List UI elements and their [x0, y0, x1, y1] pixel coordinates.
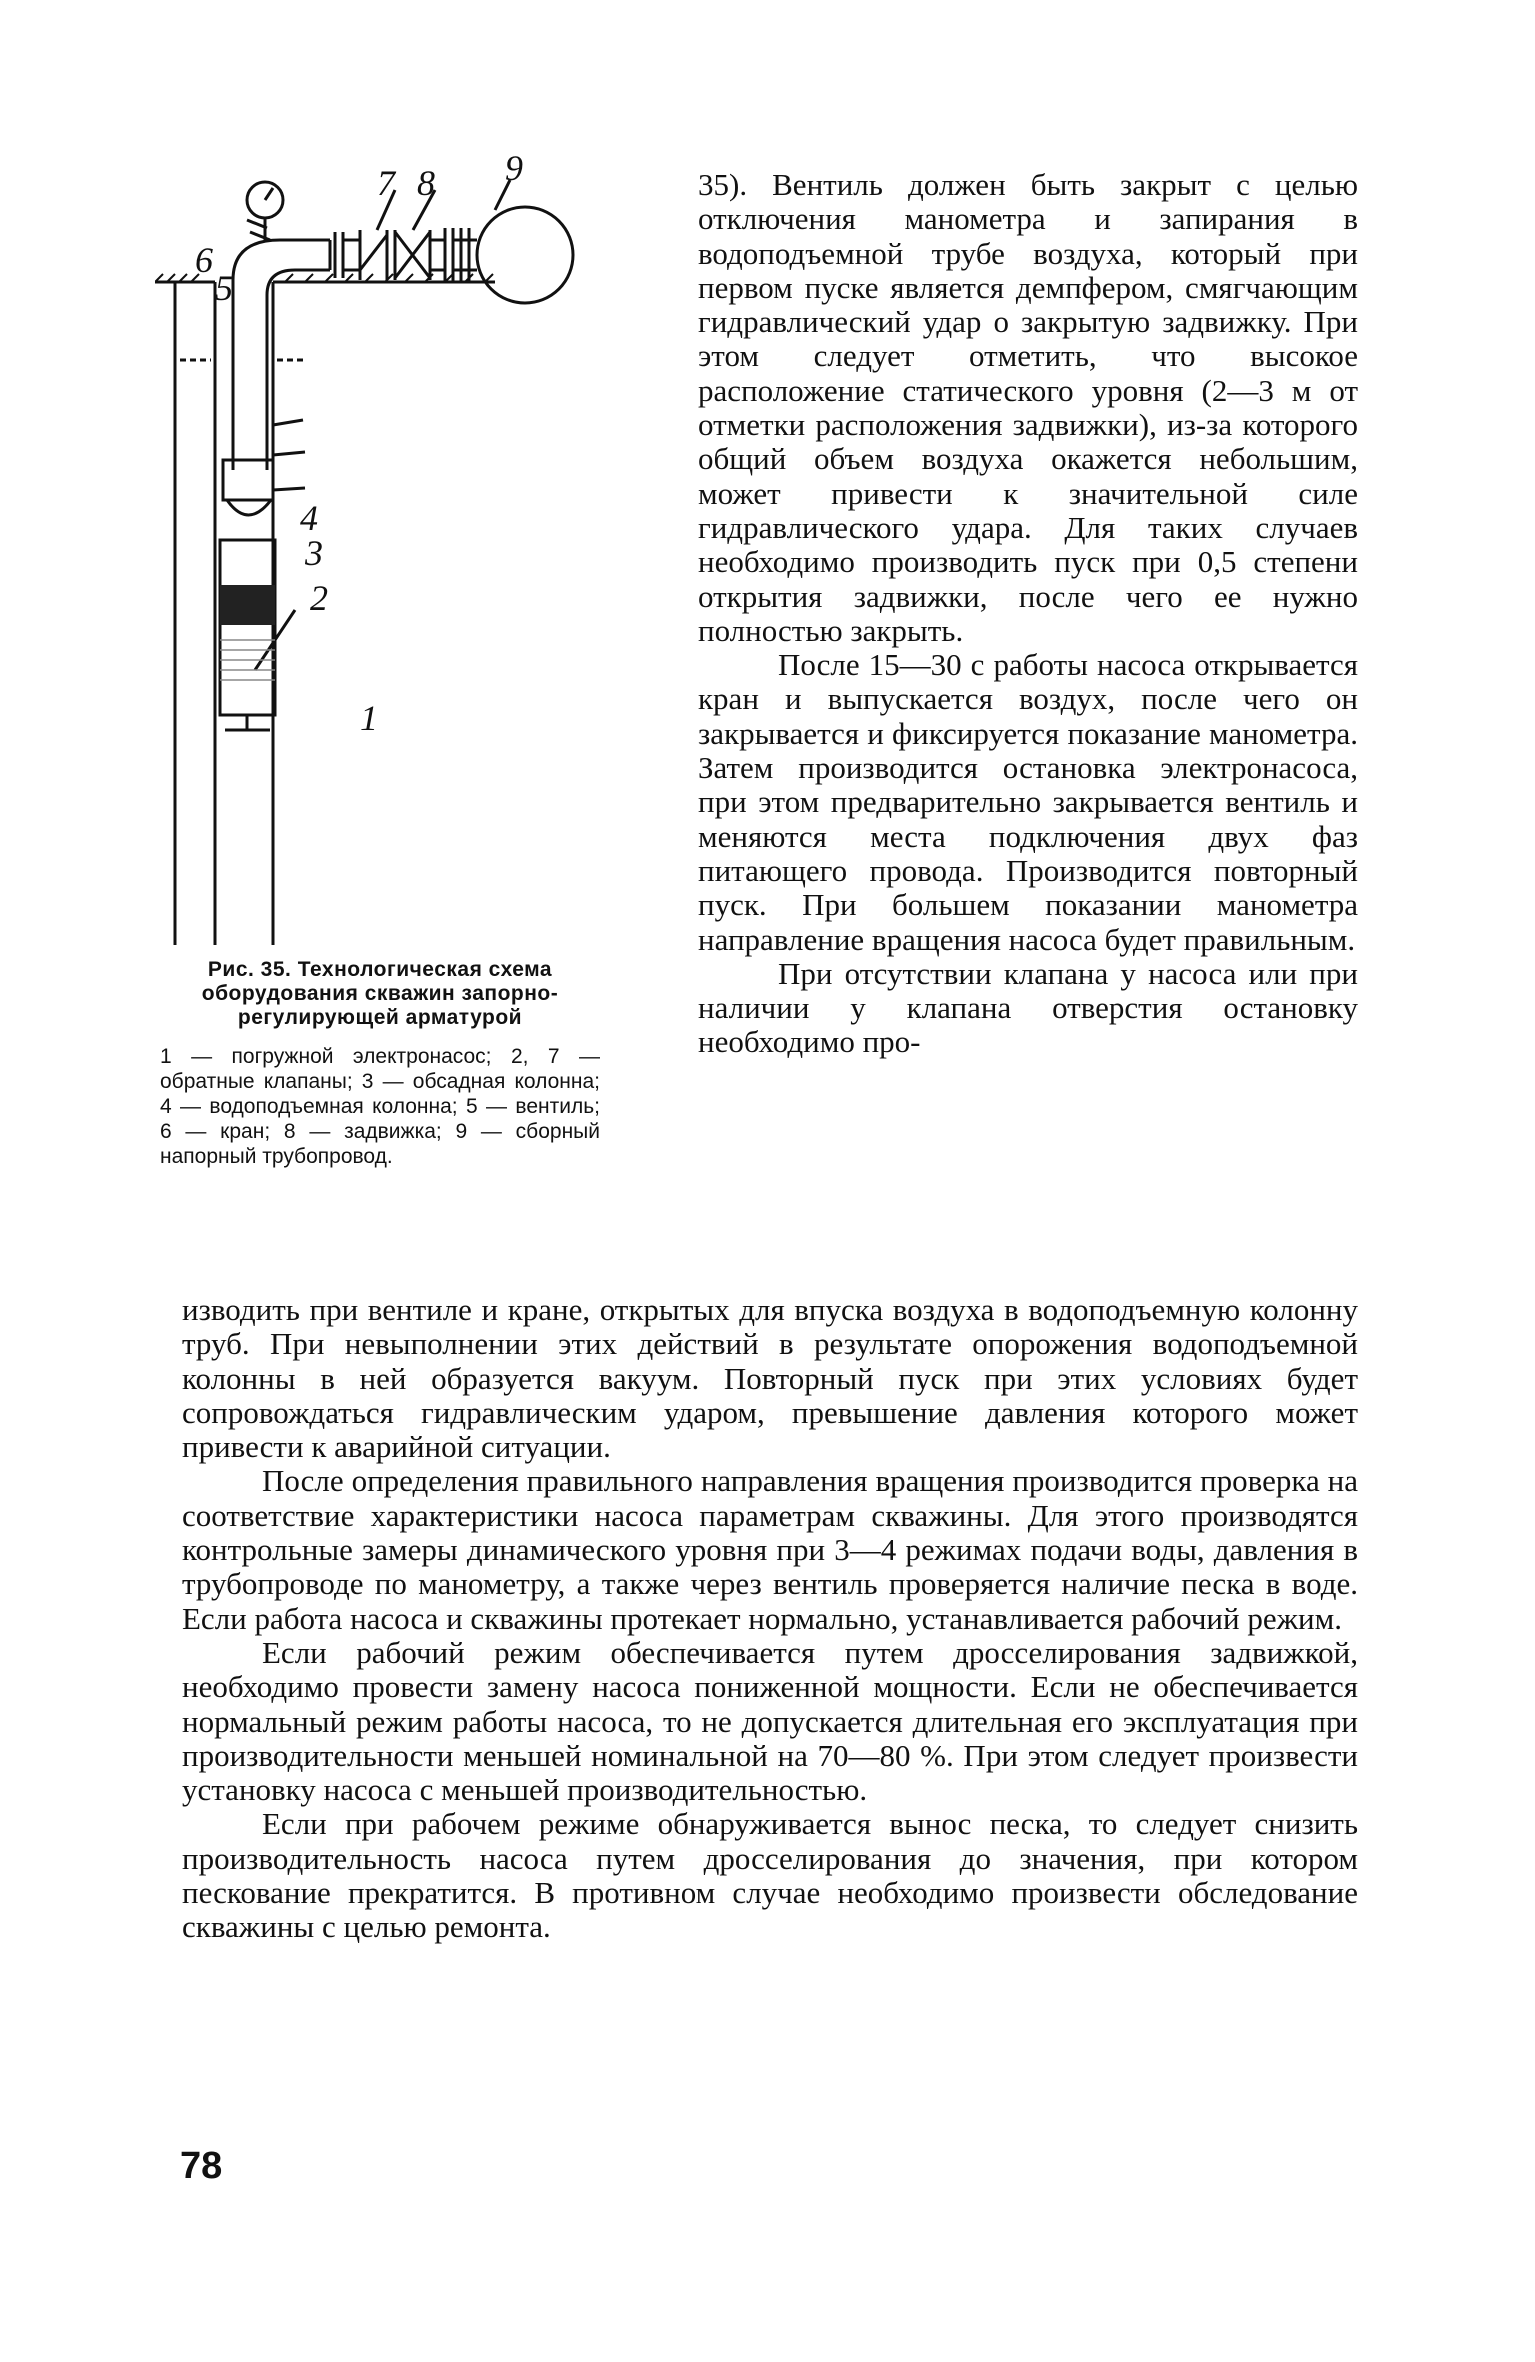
page-number: 78	[180, 2145, 223, 2187]
caption-legend: 1 — погружной электронасос; 2, 7 — обратные клапаны; 3 — обсадная колонна; 4 — водоподъемная колонна; 5 — вентиль; 6 — кран; 8 — задвижка; 9 — сборный напорный трубопровод.	[160, 1045, 600, 1168]
paragraph-2: После 15—30 с работы насоса открывается кран и выпускается воздух, после чего он закрывается и фиксируется показание манометра. Затем производится остановка электронасоса, при этом предварительно закрывается вентиль и меняются места подключения двух фаз питающего провода. Производится повторный пуск. При большем показании манометра направление вращения насоса будет правильным.	[698, 647, 1358, 957]
paragraph-5: Если рабочий режим обеспечивается путем дросселирования задвижкой, необходимо провести замену насоса пониженной мощности. Если не обеспечивается нормальный режим работы насоса, то не допускается длительная его эксплуатация при производительности меньшей номинальной на 70—80 %. При этом следует произвести установку насоса с меньшей производительностью.	[182, 1634, 1358, 1808]
figure-label-9: 9	[505, 148, 523, 188]
paragraph-3-end: изводить при вентиле и кране, открытых для впуска воздуха в водоподъемную колонну труб. При невыполнении этих действий в результате опорожения водоподъемной колонны в ней образуется вакуум. Повторный пуск при этих условиях будет сопровождаться гидравлическим ударом, превышение давления которого может привести к аварийной ситуации.	[182, 1292, 1358, 1465]
figure-label-5: 5	[215, 268, 233, 308]
figure-caption	[160, 958, 600, 1169]
motor-seal-band	[220, 585, 275, 625]
full-width-text	[182, 1293, 1358, 1945]
right-column-text	[698, 168, 1358, 1060]
caption-title: Рис. 35. Технологическая схема оборудования скважин запорно-регулирующей арматурой	[201, 958, 559, 1029]
figure-label-4: 4	[300, 498, 318, 538]
paragraph-3-start: При отсутствии клапана у насоса или при наличии у клапана отверстия остановку необходимо про-	[698, 955, 1358, 1060]
submersible-pump	[220, 540, 275, 715]
figure-label-2: 2	[310, 578, 328, 618]
figure-label-3: 3	[305, 533, 323, 573]
figure-label-1: 1	[360, 698, 378, 738]
riser-outer-left	[233, 240, 330, 470]
figure-label-6: 6	[195, 240, 213, 280]
figure-35-diagram	[155, 148, 595, 945]
figure-label-7: 7	[377, 163, 395, 203]
paragraph-1: 35). Вентиль должен быть закрыт с целью отключения манометра и запирания в водоподъемной трубе воздуха, который при первом пуске является демпфером, смягчающим гидравлический удар о закрытую задвижку. При этом следует отметить, что высокое расположение статического уровня (2—3 м от отметки расположения задвижки), из-за которого общий объем воздуха окажется небольшим, может привести к значительной силе гидравлического удара. Для таких случаев необходимо производить пуск при 0,5 степени открытия задвижки, после чего ее нужно полностью закрыть.	[698, 167, 1358, 648]
paragraph-6: Если при рабочем режиме обнаруживается вынос песка, то следует снизить производительность насоса путем дросселирования до значения, при котором пескование прекратится. В противном случае необходимо произвести обследование скважины с целью ремонта.	[182, 1806, 1358, 1945]
collector-pipe	[477, 207, 573, 303]
figure-label-8: 8	[417, 163, 435, 203]
riser-inner	[267, 270, 330, 470]
paragraph-4: После определения правильного направления вращения производится проверка на соответствие характеристики насоса параметрам скважины. Для этого производятся контрольные замеры динамического уровня при 3—4 режимах подачи воды, давления в трубопроводе по манометру, а также через вентиль проверяется наличие песка в воде. Если работа насоса и скважины протекает нормально, устанавливается рабочий режим.	[182, 1463, 1358, 1636]
